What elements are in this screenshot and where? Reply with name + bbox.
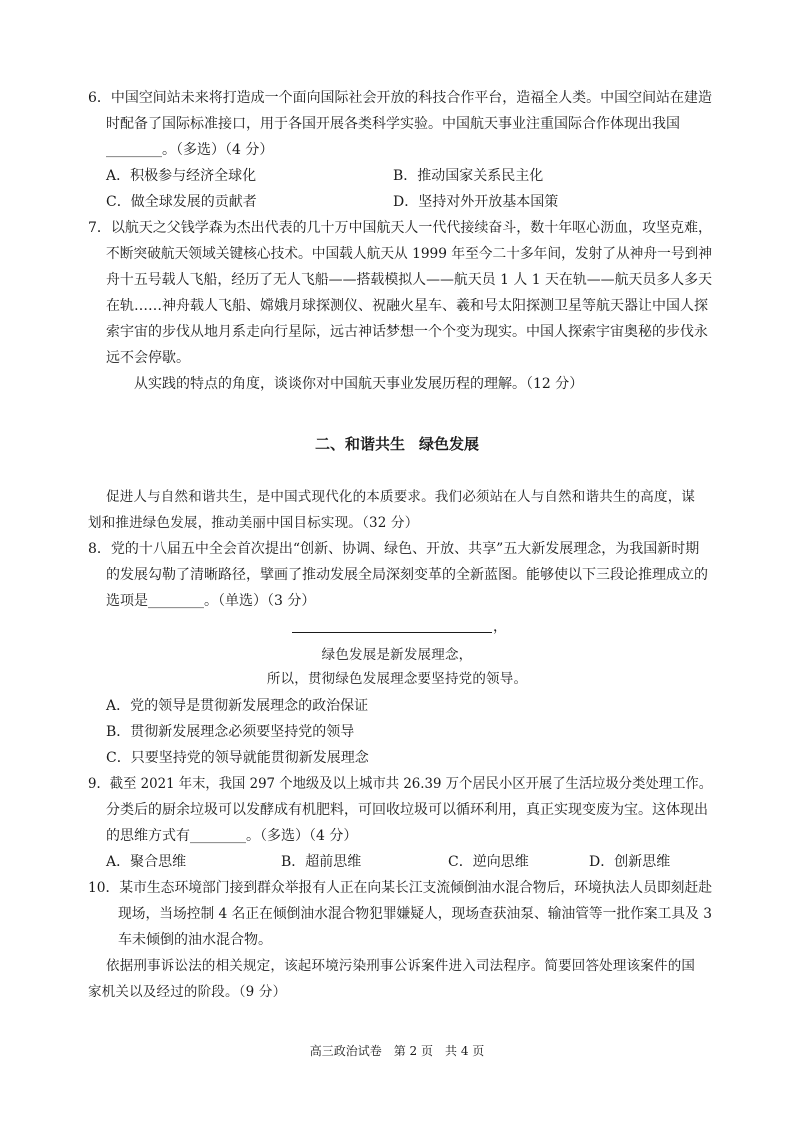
q9-line-3: 的思维方式有________。（多选）（4 分） xyxy=(106,828,358,844)
q8-line-3: 选项是________。（单选）（3 分） xyxy=(106,593,316,609)
q10-line-3: 车未倾倒的油水混合物。 xyxy=(118,932,272,948)
q8-line-2: 的发展勾勒了清晰路径，擘画了推动发展全局深刻变革的全新蓝图。能够使以下三段论推理成立的 xyxy=(106,567,708,583)
q10-question-line-2: 家机关以及经过的阶段。（9 分） xyxy=(88,984,287,1000)
q7-line-3: 舟十五号载人飞船，经历了无人飞船——搭载模拟人——航天员 1 人 1 天在轨——航天员多人多天 xyxy=(106,272,713,288)
q10-question-line-1: 依据刑事诉讼法的相关规定，该起环境污染刑事公诉案件进入司法程序。简要回答处理该案件的国 xyxy=(106,958,696,974)
q9-option-a: A．聚合思维 xyxy=(106,854,187,870)
section-2-title xyxy=(0,434,794,454)
q7-line-4: 在轨……神舟载人飞船、嫦娥月球探测仪、祝融火星车、羲和号太阳探测卫星等航天器让中国人探 xyxy=(106,298,708,314)
q7-line-2: 不断突破航天领域关键核心技术。中国载人航天从 1999 年至今二十多年间，发射了从神舟一号到神 xyxy=(106,246,712,262)
q9-option-b: B．超前思维 xyxy=(281,854,362,870)
syllogism-conclusion: 所以，贯彻绿色发展理念要坚持党的领导。 xyxy=(266,671,528,687)
section-2-title-part2: 绿色发展 xyxy=(419,435,480,453)
q9-option-c: C．逆向思维 xyxy=(448,854,529,870)
q9-line-2: 分类后的厨余垃圾可以发酵成有机肥料，可回收垃圾可以循环利用，真正实现变废为宝。这体现出 xyxy=(106,802,708,818)
syllogism-minor-premise: 绿色发展是新发展理念， xyxy=(321,647,473,663)
q6-option-b: B．推动国家关系民主化 xyxy=(393,168,544,184)
q7-line-1: 7．以航天之父钱学森为杰出代表的几十万中国航天人一代代接续奋斗，数十年呕心沥血，攻坚克难， xyxy=(88,220,712,236)
q7-line-5: 索宇宙的步伐从地月系走向行星际，远古神话梦想一个个变为现实。中国人探索宇宙奥秘的步伐永 xyxy=(106,324,708,340)
section-2-title-part1: 二、和谐共生 xyxy=(314,435,405,453)
page-footer: 高三政治试卷 第 2 页 共 4 页 xyxy=(309,1044,485,1058)
q8-line-1: 8．党的十八届五中全会首次提出“创新、协调、绿色、开放、共享”五大新发展理念，为我国新时期 xyxy=(88,541,700,557)
q6-option-d: D．坚持对外开放基本国策 xyxy=(393,194,559,210)
q7-line-6: 远不会停歇。 xyxy=(106,350,190,366)
q6-option-c: C．做全球发展的贡献者 xyxy=(106,194,257,210)
q6-line-2: 时配备了国际标准接口，用于各国开展各类科学实验。中国航天事业注重国际合作体现出我国 xyxy=(106,116,680,132)
q10-line-2: 现场，当场控制 4 名正在倾倒油水混合物犯罪嫌疑人，现场查获油泵、输油管等一批作案工具及 3 xyxy=(118,906,712,922)
q7-question: 从实践的特点的角度，谈谈你对中国航天事业发展历程的理解。（12 分） xyxy=(134,376,584,392)
q8-option-a: A．党的领导是贯彻新发展理念的政治保证 xyxy=(106,698,369,714)
syllogism-comma: ， xyxy=(493,619,507,635)
q6-option-a: A．积极参与经济全球化 xyxy=(106,168,257,184)
q6-line-3: ________。（多选）（4 分） xyxy=(106,142,274,158)
q8-option-b: B．贯彻新发展理念必须要坚持党的领导 xyxy=(106,724,355,740)
section-2-intro-line-1: 促进人与自然和谐共生，是中国式现代化的本质要求。我们必须站在人与自然和谐共生的高度，谋 xyxy=(106,489,696,505)
q8-option-c: C．只要坚持党的领导就能贯彻新发展理念 xyxy=(106,750,369,766)
section-2-intro-line-2: 划和推进绿色发展，推动美丽中国目标实现。（32 分） xyxy=(88,515,419,531)
q6-line-1: 6．中国空间站未来将打造成一个面向国际社会开放的科技合作平台，造福全人类。中国空间站在建造 xyxy=(88,90,712,106)
q9-line-1: 9．截至 2021 年末，我国 297 个地级及以上城市共 26.39 万个居民小区开展了生活垃圾分类处理工作。 xyxy=(88,776,713,792)
q9-option-d: D．创新思维 xyxy=(589,854,671,870)
syllogism-blank-line xyxy=(292,632,492,633)
q10-line-1: 10．某市生态环境部门接到群众举报有人正在向某长江支流倾倒油水混合物后，环境执法人员即刻赶赴 xyxy=(88,880,712,896)
